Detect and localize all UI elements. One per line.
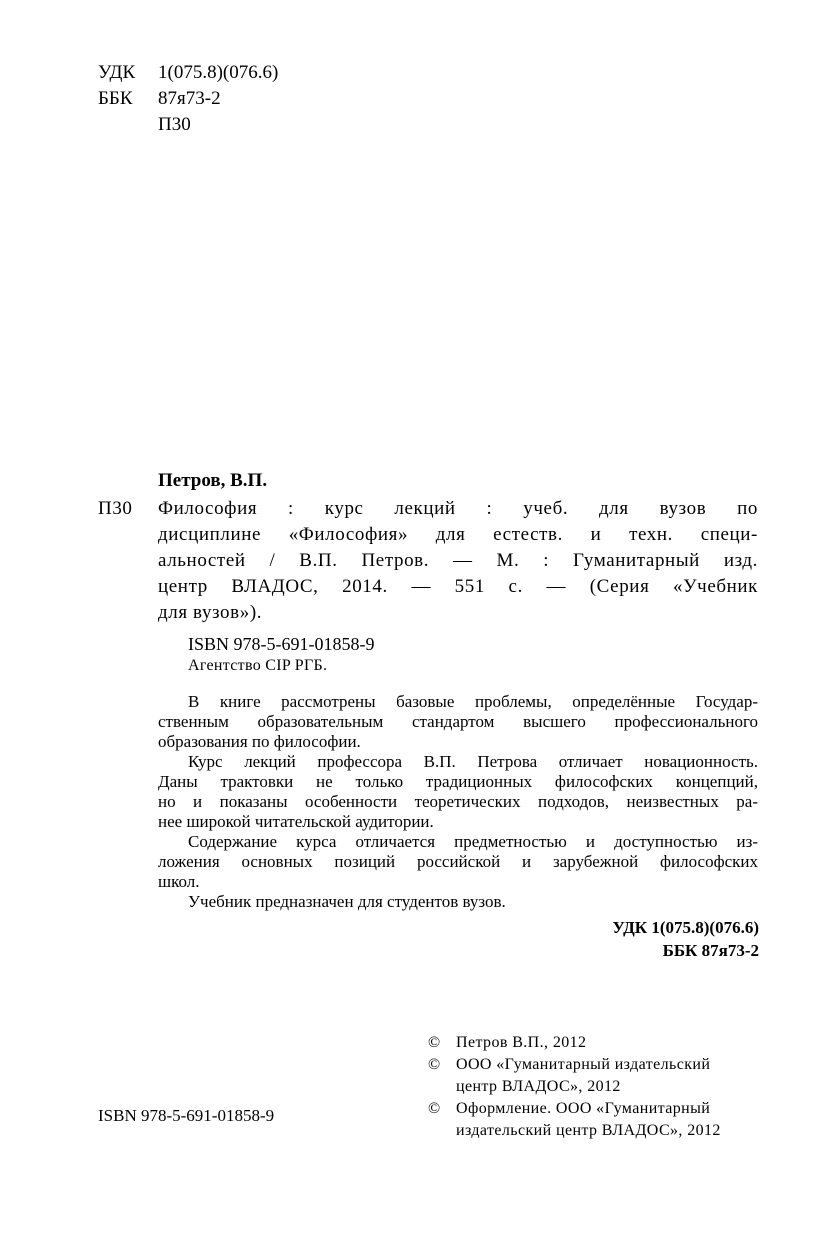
- bbk-label: ББК: [98, 88, 133, 109]
- bib-line: Философия : курс лекций : учеб. для вузов по: [158, 498, 758, 519]
- annotation-line: В книге рассмотрены базовые проблемы, определённые Государ-: [188, 692, 758, 711]
- copyright-line: ООО «Гуманитарный издательский: [456, 1056, 711, 1073]
- bib-line: центр ВЛАДОС, 2014. — 551 с. — (Серия «Учебник: [158, 576, 758, 597]
- copyright-line: Петров В.П., 2012: [456, 1034, 587, 1051]
- udk-footer: УДК 1(075.8)(076.6): [612, 918, 759, 937]
- udk-value: 1(075.8)(076.6): [158, 62, 279, 83]
- annotation-line: Учебник предназначен для студентов вузов.: [188, 892, 506, 911]
- annotation-line: образования по философии.: [158, 732, 361, 751]
- annotation-line: нее широкой читательской аудитории.: [158, 812, 434, 831]
- copyright-icon: ©: [428, 1100, 441, 1117]
- author-name: Петров, В.П.: [158, 470, 268, 491]
- bbk-value: 87я73-2: [158, 88, 221, 109]
- annotation-line: ственным образовательным стандартом высшего профессионального: [158, 712, 758, 731]
- copyright-icon: ©: [428, 1056, 441, 1073]
- copyright-line: центр ВЛАДОС», 2012: [456, 1078, 621, 1095]
- copyright-icon: ©: [428, 1034, 441, 1051]
- copyright-line: издательский центр ВЛАДОС», 2012: [456, 1122, 721, 1139]
- bib-line: альностей / В.П. Петров. — М. : Гуманитарный изд.: [158, 550, 758, 571]
- bbk-footer: ББК 87я73-2: [662, 941, 759, 960]
- annotation-line: Даны трактовки не только традиционных философских концепций,: [158, 772, 758, 791]
- isbn-record: ISBN 978-5-691-01858-9: [188, 634, 375, 654]
- bib-line: для вузов»).: [158, 602, 263, 623]
- bib-mark: П30: [98, 498, 133, 519]
- bib-line: дисциплине «Философия» для естеств. и техн. специ-: [158, 524, 758, 545]
- annotation-line: Курс лекций профессора В.П. Петрова отличает новационность.: [188, 752, 758, 771]
- author-mark: П30: [158, 114, 191, 135]
- annotation-line: школ.: [158, 872, 200, 891]
- annotation-line: ложения основных позиций российской и зарубежной философских: [158, 852, 758, 871]
- cip-agency: Агентство CIP РГБ.: [188, 657, 328, 674]
- annotation-line: Содержание курса отличается предметностью и доступностью из-: [188, 832, 758, 851]
- annotation-line: но и показаны особенности теоретических подходов, неизвестных ра-: [158, 792, 758, 811]
- isbn-footer: ISBN 978-5-691-01858-9: [98, 1106, 275, 1125]
- copyright-line: Оформление. ООО «Гуманитарный: [456, 1100, 711, 1117]
- udk-label: УДК: [98, 62, 136, 83]
